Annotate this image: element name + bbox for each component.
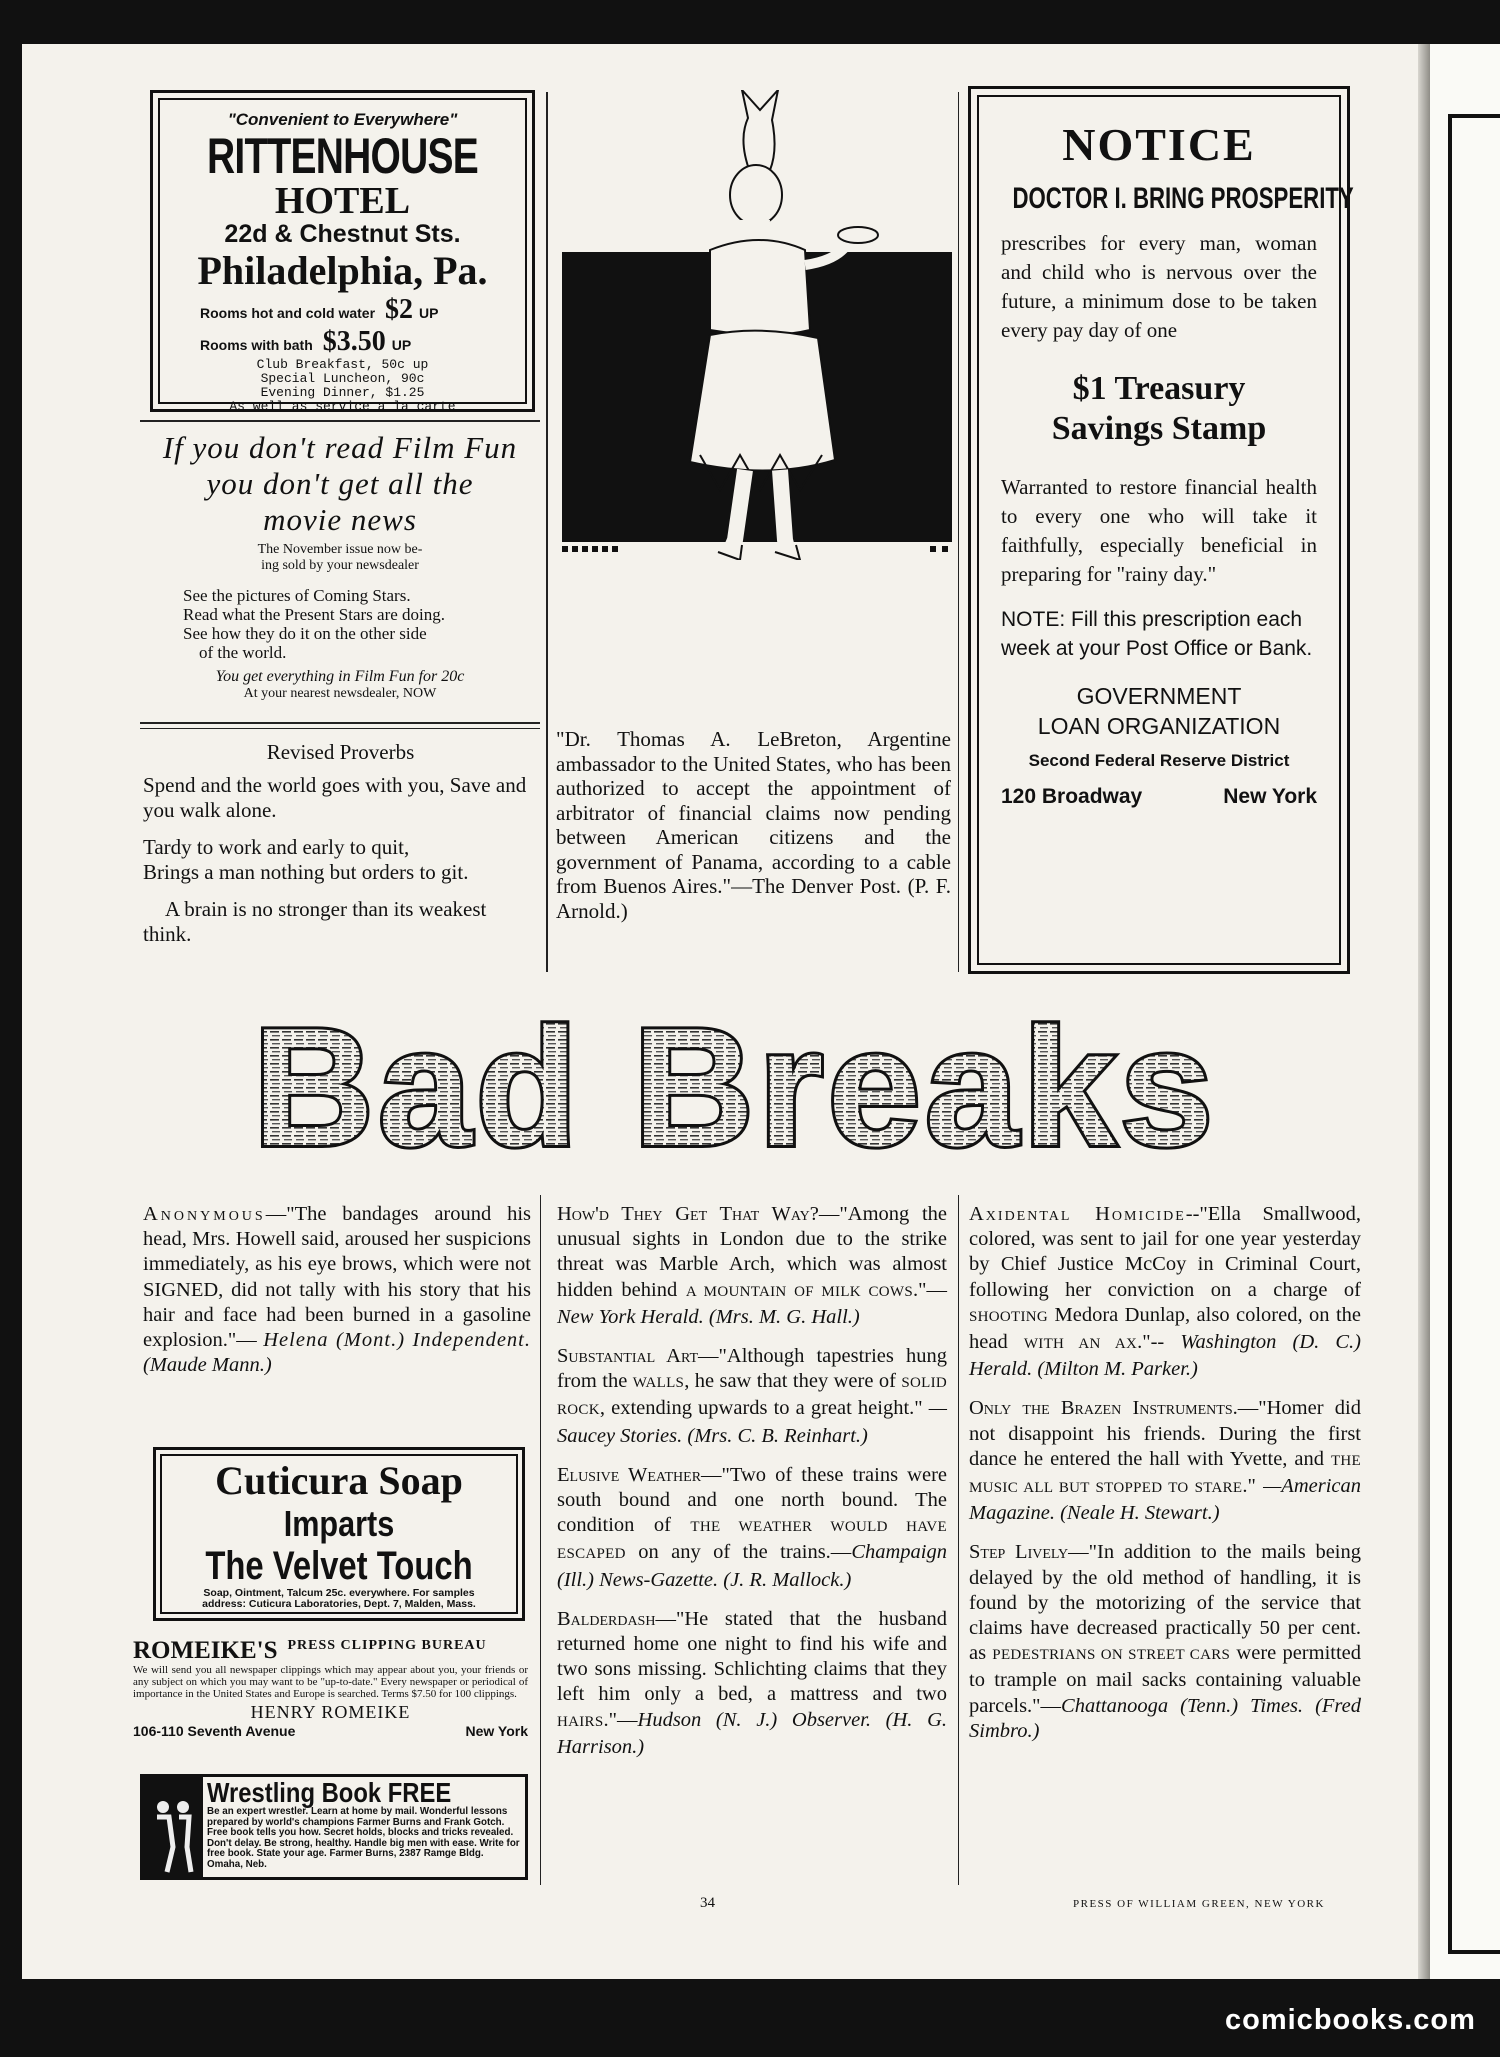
romeike-address-row: [133, 1723, 528, 1739]
proverb: A brain is no stronger than its weakest think.: [143, 897, 487, 946]
notice-prescribes: prescribes for every man, woman and child who is nervous over the future, a minimum dose to be taken every pay day of one: [1001, 231, 1317, 342]
item-credit: (Maude Mann.): [143, 1354, 272, 1377]
item-text: , he saw that they were of: [684, 1370, 902, 1393]
bad-break-item: [969, 1540, 1361, 1744]
meal-line: Club Breakfast, 50c up: [256, 357, 429, 372]
item-caps: A MOUNTAIN OF MILK COWS: [685, 1283, 913, 1300]
item-text: were permitted to trample on mail sacks containing valuable parcels."—: [969, 1642, 1362, 1717]
item-text: —"In addition to the mails being delayed by the old method of handling, it is found by the motorizing of the service that claims have decreased practically 50 per cent. as: [969, 1541, 1361, 1665]
film-fun-ad: [140, 430, 540, 702]
item-text: , extending upwards to a great height.": [599, 1397, 923, 1420]
bad-break-item: [557, 1344, 947, 1449]
item-text: —"He stated that the husband returned home one night to find his wife and two sons missing. Schlichting claims that they left him only a bed, a mattress and two: [557, 1607, 947, 1706]
item-text: ."—: [603, 1708, 638, 1731]
item-source: New York Herald.: [557, 1305, 704, 1328]
item-source: Hudson (N. J.) Observer.: [637, 1708, 872, 1731]
site-watermark: comicbooks.com: [1225, 2004, 1476, 2036]
item-caps: WITH AN AX: [1023, 1336, 1138, 1353]
item-credit: (H. G. Harrison.): [557, 1708, 947, 1758]
cuticura-small: address: Cuticura Laboratories, Dept. 7, Malden, Mass.: [202, 1598, 476, 1610]
issue-line: ing sold by your newsdealer: [261, 558, 419, 573]
bad-break-item: [557, 1463, 947, 1593]
body-line: See the pictures of Coming Stars.: [183, 586, 411, 605]
item-text: Medora Dunlap, also colored, on the head: [969, 1303, 1361, 1354]
item-text: —"Among the unusual sights in London due to the strike threat was Marble Arch, which was almost hidden behind: [557, 1203, 947, 1301]
rate-label: Rooms with bath: [200, 337, 313, 353]
romeike-bureau: PRESS CLIPPING BUREAU: [287, 1638, 487, 1653]
item-caps: WALLS: [632, 1375, 685, 1392]
body-line: of the world.: [199, 643, 287, 662]
column-3: [969, 1202, 1361, 1758]
proverb: Spend and the world goes with you, Save and you walk alone.: [143, 773, 527, 822]
revised-proverbs: [143, 740, 538, 959]
film-fun-body: [140, 586, 540, 662]
wrestling-ad: [140, 1774, 528, 1880]
column-rule: [958, 92, 959, 972]
item-text: .": [1242, 1475, 1256, 1498]
proverb-line: Tardy to work and early to quit,: [143, 835, 410, 859]
meal-line: Special Luncheon, 90c: [260, 371, 425, 386]
item-caps: PEDESTRIANS ON STREET CARS: [992, 1647, 1231, 1664]
column-rule: [546, 92, 548, 972]
item-caps: HAIRS: [557, 1713, 604, 1730]
rate-row: [160, 294, 525, 326]
notice-city: New York: [1223, 785, 1317, 808]
wrestling-body: Be an expert wrestler. Learn at home by mail. Wonderful lessons prepared by world's champions Farmer Burns and Frank Gotch. Free book tells you how. Secret holds, blocks and tricks revealed. Don't delay. Be strong, healthy. Handle big men with ease. Write for free book. State your age. Farmer Burns, 2387 Ramge Bldg. Omaha, Neb.: [207, 1806, 520, 1870]
rate-label: Rooms hot and cold water: [200, 305, 376, 321]
notice-address: 120 Broadway: [1001, 785, 1143, 808]
item-credit: (Mrs. M. G. Hall.): [708, 1305, 860, 1328]
rate-up: UP: [391, 337, 412, 353]
cuticura-line: Imparts: [283, 1503, 395, 1544]
romeike-city: New York: [465, 1723, 528, 1739]
press-credit: PRESS OF WILLIAM GREEN, NEW YORK: [1073, 1898, 1325, 1910]
item-caps: SHOOTING: [969, 1308, 1049, 1325]
item-heading: Axidental Homicide: [969, 1203, 1186, 1225]
item-heading: Anonymous: [143, 1203, 266, 1225]
item-caps: THE MUSIC ALL BUT STOPPED TO STARE: [969, 1452, 1361, 1497]
column-1: [143, 1202, 531, 1392]
item-heading: Balderdash: [557, 1607, 656, 1630]
item-heading: How'd They Get That Way?: [557, 1203, 819, 1225]
body-line: See how they do it on the other side: [183, 624, 427, 643]
column-2: [557, 1202, 947, 1774]
next-page-edge: [1430, 44, 1500, 1979]
bad-break-item: [557, 1607, 947, 1760]
item-heading: Only the Brazen Instruments.: [969, 1397, 1238, 1420]
item-source: Champaign (Ill.) News-Gazette.: [557, 1541, 947, 1591]
body-line: Read what the Present Stars are doing.: [183, 605, 446, 624]
flapper-illustration: [560, 90, 955, 560]
item-text: on any of the trains.—: [625, 1541, 852, 1564]
film-fun-cta: You get everything in Film Fun for 20c: [215, 668, 465, 685]
rate-price: $3.50: [322, 326, 386, 357]
item-heading: Substantial Art: [557, 1345, 699, 1368]
wrestlers-icon: [143, 1777, 203, 1877]
section-rule: [140, 722, 540, 724]
notice-doctor: DOCTOR I. BRING PROSPERITY: [1012, 182, 1354, 215]
cuticura-small: Soap, Ointment, Talcum 25c. everywhere. For samples: [203, 1587, 475, 1599]
item-text: ."--: [1137, 1331, 1165, 1354]
meal-prices: [160, 358, 525, 414]
bad-break-item: [143, 1202, 531, 1378]
cuticura-line: Cuticura Soap: [215, 1458, 463, 1503]
cuticura-line: The Velvet Touch: [205, 1544, 473, 1588]
rate-price: $2: [385, 294, 414, 325]
proverb-line: Brings a man nothing but orders to git.: [143, 860, 469, 884]
rate-up: UP: [419, 305, 439, 321]
notice-address-row: [1001, 785, 1317, 809]
notice-district: Second Federal Reserve District: [1028, 751, 1290, 770]
notice-title: NOTICE: [1062, 119, 1256, 170]
headline-line: movie news: [263, 502, 417, 537]
proverbs-title: Revised Proverbs: [266, 740, 415, 764]
stamp-line: $1 Treasury: [1072, 370, 1246, 407]
romeike-ad: [133, 1638, 528, 1739]
item-caps: THE WEATHER WOULD HAVE ESCAPED: [557, 1519, 947, 1563]
hotel-city: Philadelphia, Pa.: [197, 248, 488, 293]
item-caps: SOLID ROCK: [557, 1375, 947, 1419]
rittenhouse-ad: [150, 90, 535, 412]
page-fold: [1418, 44, 1430, 1979]
item-text: ."—: [913, 1278, 947, 1301]
romeike-henry: HENRY ROMEIKE: [250, 1702, 411, 1722]
item-source: Helena (Mont.) Independent.: [263, 1329, 531, 1352]
proverb: [143, 835, 538, 885]
romeike-head: [133, 1638, 528, 1664]
issue-note: [140, 542, 540, 574]
item-heading: Step Lively: [969, 1541, 1069, 1564]
item-source: Chattanooga (Tenn.) Times.: [1061, 1694, 1304, 1717]
item-source: —Saucey Stories.: [557, 1397, 948, 1447]
section-rule: [140, 728, 540, 729]
romeike-body: We will send you all newspaper clippings which may appear about you, your friends or any subject on which you may want to be "up-to-date." Every newspaper or periodical of importance in the United States and Europe is searched. Terms $7.50 for 100 clippings.: [133, 1664, 528, 1700]
film-fun-nearest: At your nearest newsdealer, NOW: [243, 686, 437, 701]
item-source: Washington (D. C.) Herald.: [969, 1331, 1362, 1381]
notice-note: NOTE: Fill this prescription each week at your Post Office or Bank.: [1001, 608, 1313, 660]
headline-line: If you don't read Film Fun: [162, 430, 518, 465]
hotel-address: 22d & Chestnut Sts.: [224, 220, 461, 248]
item-credit: (Mrs. C. B. Reinhart.): [687, 1424, 868, 1447]
bad-break-item: [969, 1202, 1361, 1382]
item-credit: (J. R. Mallock.): [723, 1568, 852, 1591]
headline-text: Bad Breaks: [252, 1005, 1218, 1170]
item-text: —"Although tapestries hung from the: [557, 1345, 947, 1393]
item-credit: (Fred Simbro.): [969, 1694, 1361, 1742]
bad-break-item: [969, 1396, 1361, 1526]
item-text: —"Homer did not disappoint his friends. During the first dance he entered the hall with Yvette, and: [969, 1397, 1361, 1470]
notice-ad: [968, 86, 1354, 974]
item-text: —"The bandages around his head, Mrs. Howell said, aroused her suspicions immediately, as his eye brows, which were not SIGNED, did not tally with his story that his hair and face had been burned in a gasoline explosion."—: [143, 1203, 531, 1352]
wrestling-title: Wrestling Book FREE: [207, 1777, 452, 1808]
rate-row: [160, 326, 525, 358]
item-heading: Elusive Weather: [557, 1463, 702, 1486]
item-credit: (Milton M. Parker.): [1037, 1358, 1198, 1381]
bad-breaks-headline: [210, 1005, 1260, 1170]
item-text: --"Ella Smallwood, colored, was sent to jail for one year yesterday by Chief Justice McCoy in Criminal Court, following her conviction on a charge of: [969, 1203, 1361, 1301]
item-text: —"Two of these trains were south bound and one north bound. The condition of: [557, 1463, 947, 1537]
gov-line: LOAN ORGANIZATION: [1037, 713, 1281, 739]
hotel-label: HOTEL: [274, 180, 411, 222]
issue-line: The November issue now be-: [257, 542, 423, 557]
column-rule: [540, 1195, 541, 1885]
headline-line: you don't get all the: [206, 466, 474, 501]
page-number: 34: [700, 1895, 715, 1911]
cuticura-ad: [153, 1447, 525, 1621]
hotel-name: RITTENHOUSE: [207, 128, 478, 184]
film-fun-headline: [140, 430, 540, 538]
illustration-caption: "Dr. Thomas A. LeBreton, Argentine ambassador to the United States, who has been authorized to accept the appointment of arbitrator of financial claims now pending between American citizens and the government of Panama, according to a cable from Buenos Aires."—The Denver Post. (P. F. Arnold.): [556, 727, 951, 923]
notice-government: [1001, 681, 1317, 741]
section-rule: [140, 420, 540, 422]
ad-slogan: "Convenient to Everywhere": [227, 110, 458, 129]
notice-warranted: Warranted to restore financial health to every one who will take it faithfully, especially beneficial in preparing for "rainy day.": [1001, 475, 1317, 586]
bad-break-item: [557, 1202, 947, 1330]
meal-line: Evening Dinner, $1.25: [260, 385, 425, 400]
item-credit: (Neale H. Stewart.): [1060, 1502, 1220, 1525]
romeike-name: ROMEIKE'S: [133, 1637, 278, 1664]
romeike-address: 106-110 Seventh Avenue: [133, 1723, 296, 1739]
notice-stamp: [1001, 369, 1317, 449]
column-rule: [958, 1195, 959, 1885]
stamp-line: Savings Stamp: [1051, 410, 1267, 447]
item-source: —American Magazine.: [969, 1475, 1361, 1525]
meal-line: As well as service a la carte: [229, 399, 456, 414]
gov-line: GOVERNMENT: [1076, 683, 1242, 709]
